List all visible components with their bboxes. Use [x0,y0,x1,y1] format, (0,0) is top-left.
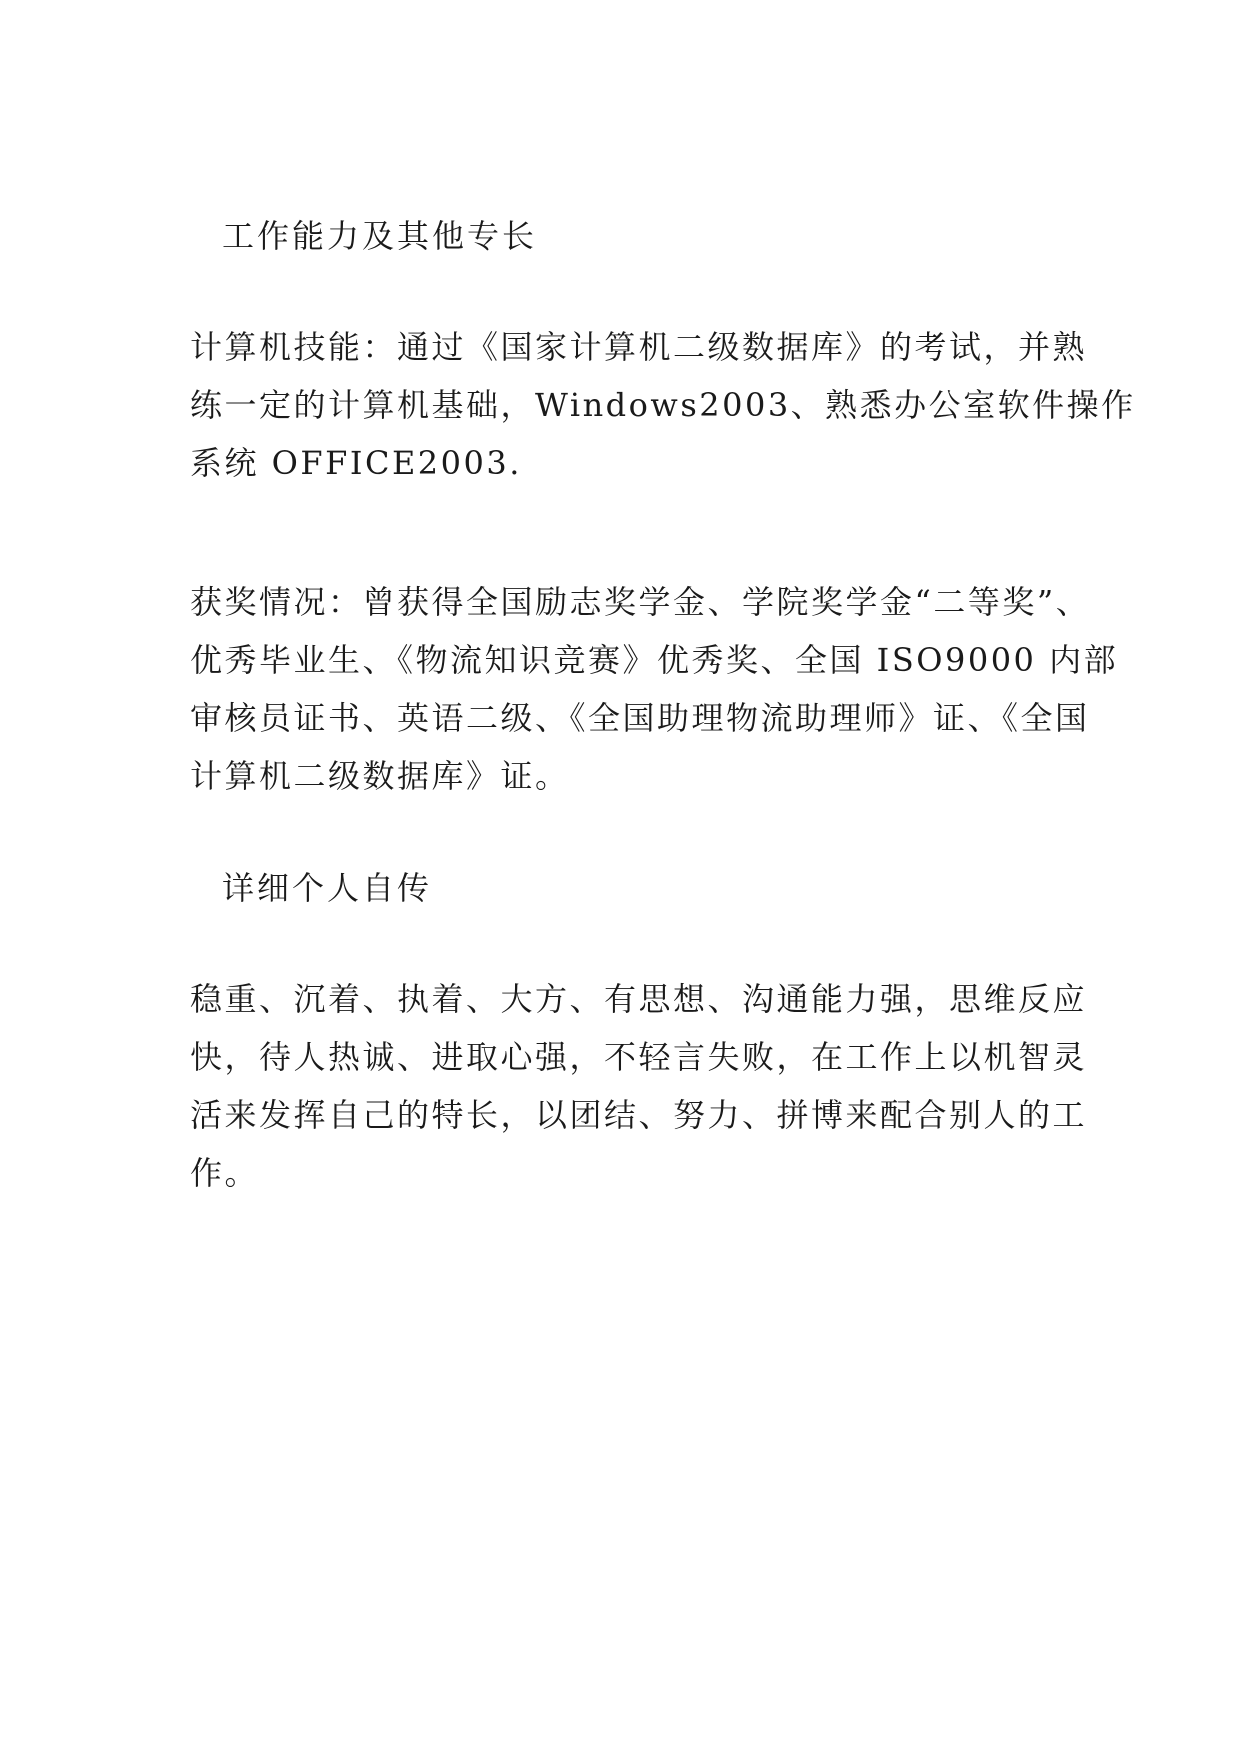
computer-skills-paragraph [190,318,1136,492]
section-heading-skills: 工作能力及其他专长 [222,217,538,255]
paragraph-line: 计算机二级数据库》证。 [190,757,570,795]
paragraph-line: 系统 OFFICE2003. [190,444,522,482]
bio-paragraph [190,970,1088,1202]
paragraph-line: 审核员证书、英语二级、《全国助理物流助理师》证、《全国 [190,699,1090,737]
awards-paragraph [190,573,1119,805]
paragraph-line: 作。 [190,1154,260,1192]
paragraph-line: 快，待人热诚、进取心强，不轻言失败，在工作上以机智灵 [190,1038,1088,1076]
section-heading-bio: 详细个人自传 [222,869,433,907]
paragraph-line: 活来发挥自己的特长，以团结、努力、拼博来配合别人的工 [190,1096,1088,1134]
paragraph-line: 获奖情况：曾获得全国励志奖学金、学院奖学金“二等奖”、 [190,583,1091,621]
paragraph-line: 练一定的计算机基础，Windows2003、熟悉办公室软件操作 [190,386,1136,424]
paragraph-line: 优秀毕业生、《物流知识竞赛》优秀奖、全国 ISO9000 内部 [190,641,1119,679]
paragraph-line: 计算机技能：通过《国家计算机二级数据库》的考试，并熟 [190,328,1088,366]
paragraph-line: 稳重、沉着、执着、大方、有思想、沟通能力强，思维反应 [190,980,1088,1018]
